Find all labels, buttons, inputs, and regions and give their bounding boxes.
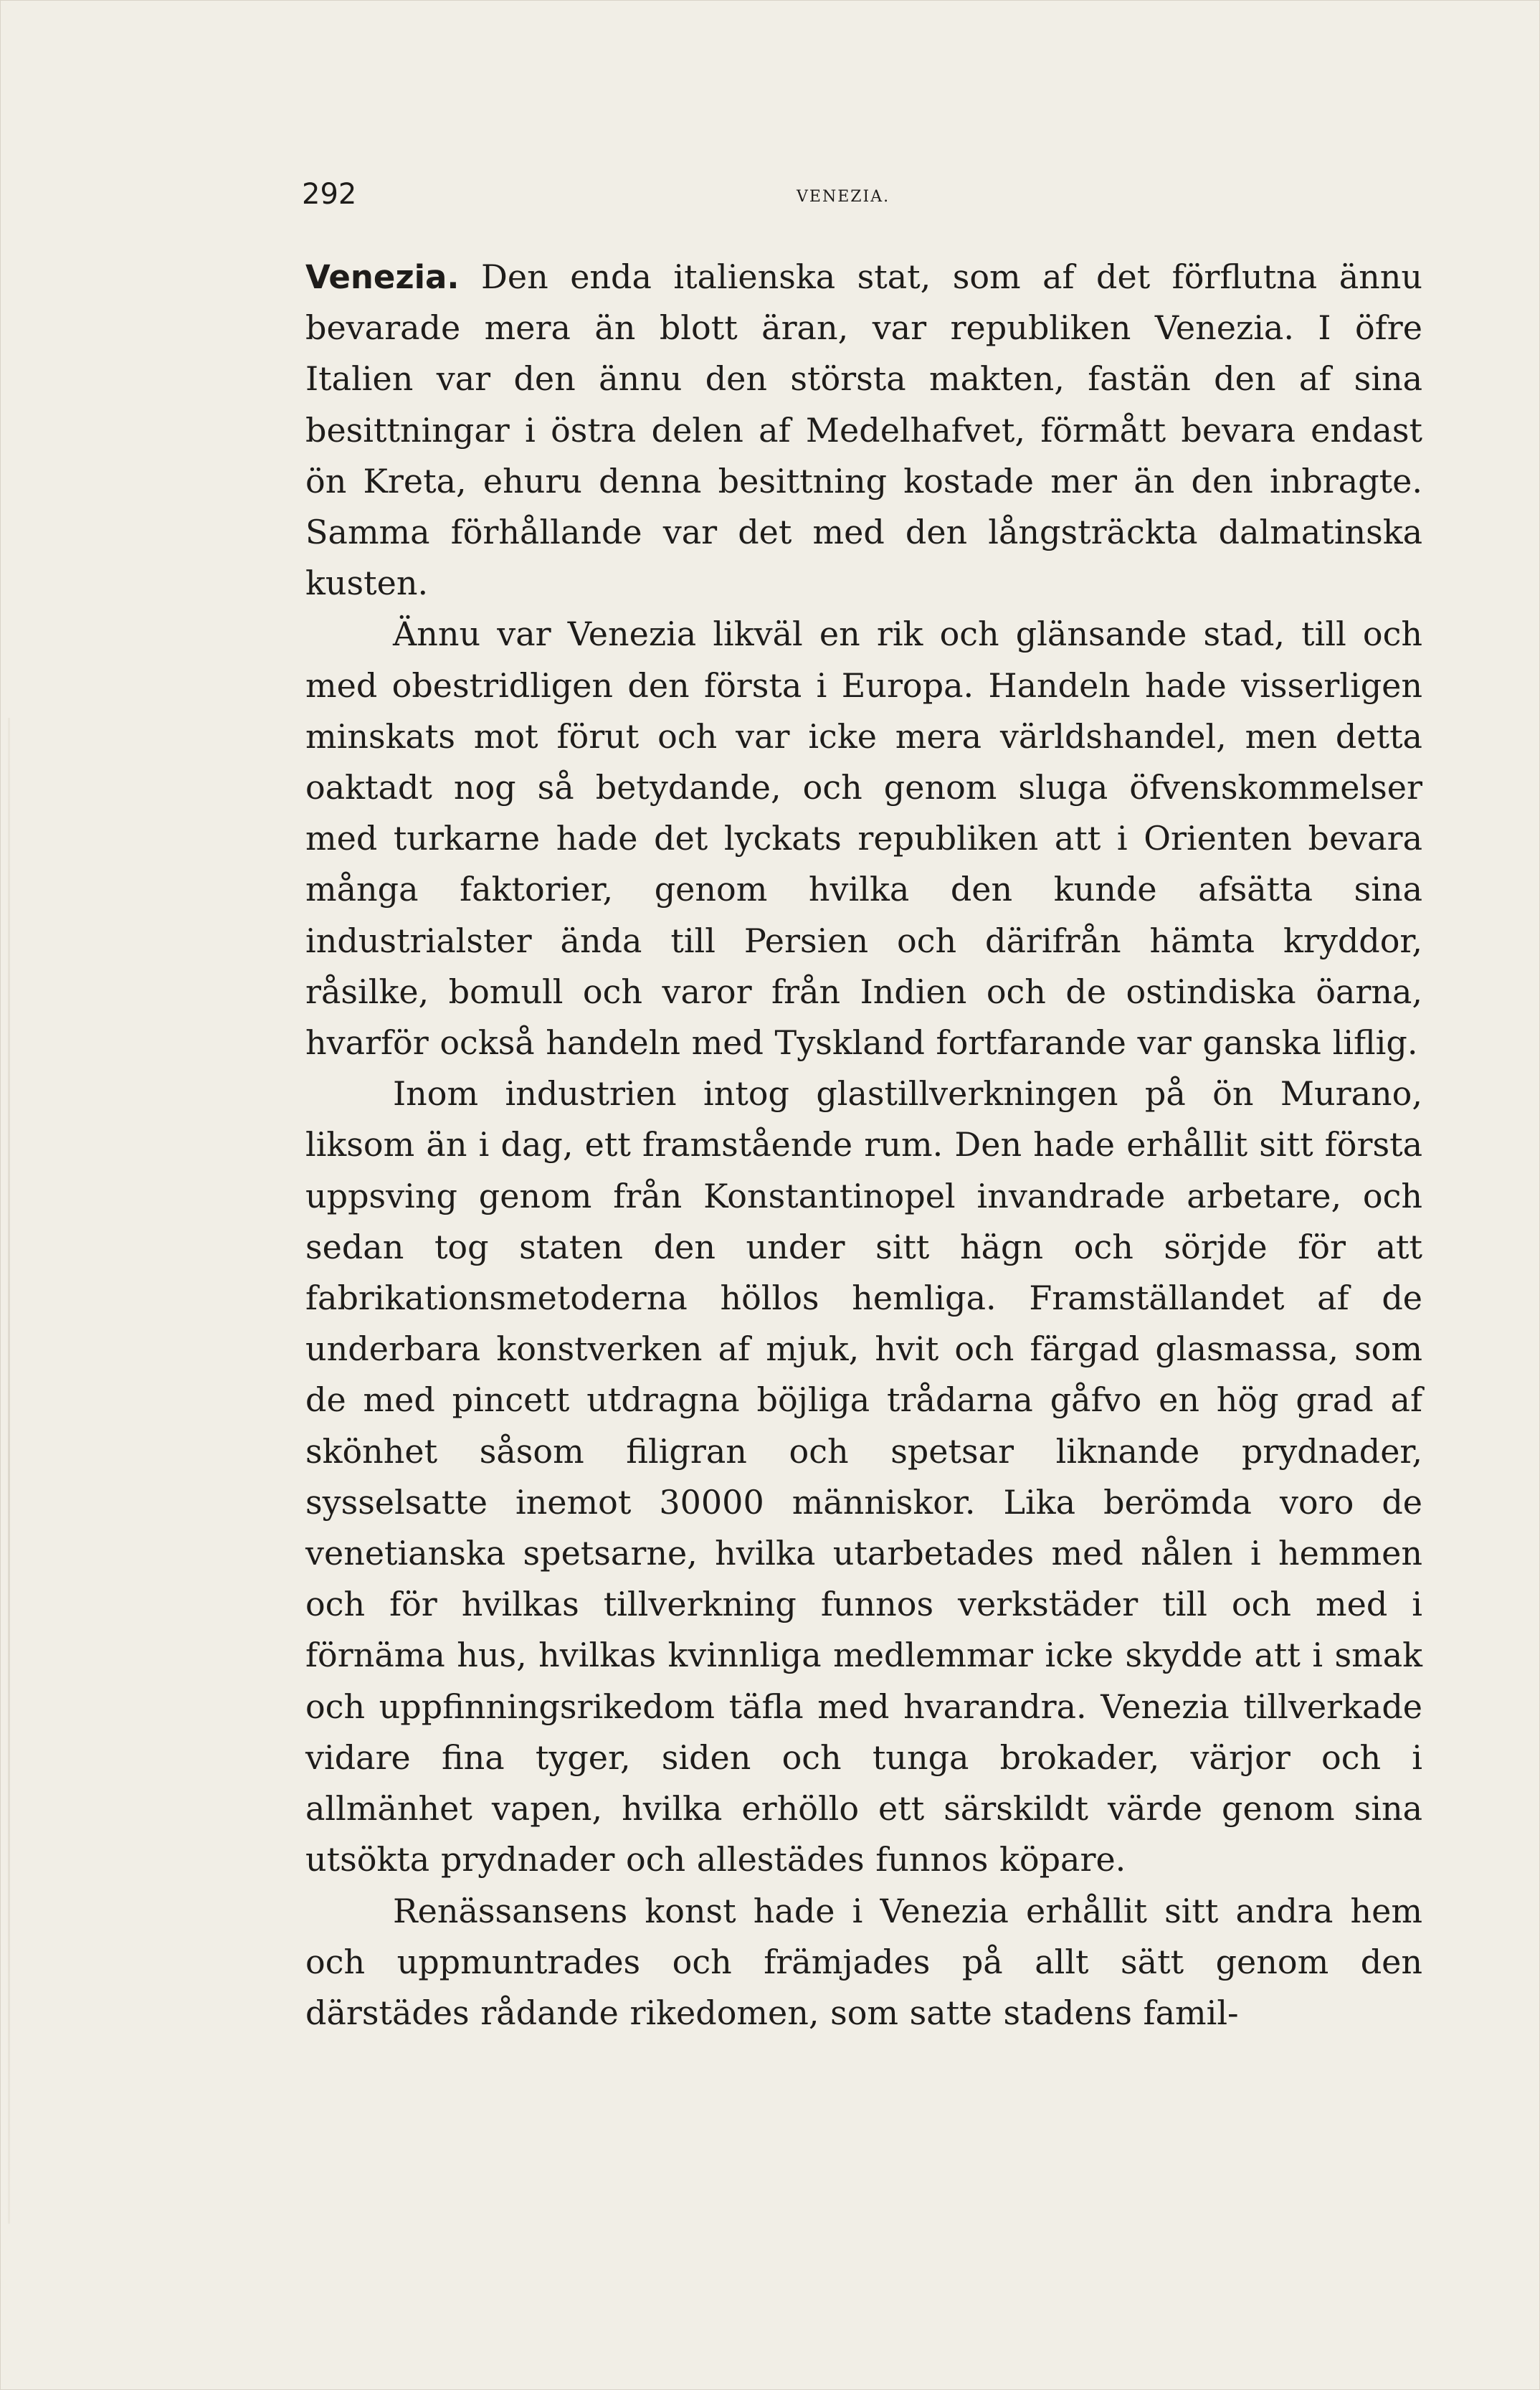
running-head: VENEZIA.: [797, 188, 890, 206]
section-lead-word: Venezia.: [305, 258, 460, 296]
page-edge-shadow: [8, 718, 10, 2224]
page-header: [302, 173, 1419, 223]
page-number: 292: [302, 178, 357, 211]
paragraph-1: [305, 252, 1422, 609]
paragraph-4: Renässansens konst hade i Venezia erhållit sitt andra hem och uppmuntrades och främjades på allt sätt genom den därstädes rådande rikedomen, som satte stadens famil-: [305, 1891, 1422, 2032]
paragraph-1-text: Den enda italienska stat, som af det förflutna ännu bevarade mera än blott äran, var republiken Venezia. I öfre Italien var den ännu den största makten, fastän den af sina besittningar i östra delen af Medelhafvet, förmått bevara endast ön Kreta, ehuru denna besittning kostade mer än den inbragte. Samma förhållande var det med den långsträckta dalmatinska kusten.: [305, 257, 1422, 603]
paragraph-2: Ännu var Venezia likväl en rik och glänsande stad, till och med obestridligen den första i Europa. Handeln hade visserligen minskats mot förut och var icke mera världshandel, men detta oaktadt nog så betydande, och genom sluga öfvenskommelser med turkarne hade det lyckats republiken att i Orienten bevara många faktorier, genom hvilka den kunde afsätta sina industrialster ända till Persien och därifrån hämta kryddor, råsilke, bomull och varor från Indien och de ostindiska öarna, hvarför också handeln med Tyskland fortfarande var ganska liflig.: [305, 615, 1422, 1063]
paragraph-3: Inom industrien intog glastillverkningen på ön Murano, liksom än i dag, ett framstående rum. Den hade erhållit sitt första uppsving genom från Konstantinopel invandrade arbetare, och sedan tog staten den under sitt hägn och sörjde för att fabrikationsmetoderna höllos hemliga. Framställandet af de underbara konstverken af mjuk, hvit och färgad glasmassa, som de med pincett utdragna böjliga trådarna gåfvo en hög grad af skönhet såsom filigran och spetsar liknande prydnader, sysselsatte inemot 30000 människor. Lika berömda voro de venetianska spetsarne, hvilka utarbetades med nålen i hemmen och för hvilkas tillverkning funnos verkstäder till och med i förnäma hus, hvilkas kvinnliga medlemmar icke skydde att i smak och uppfinningsrikedom täfla med hvarandra. Venezia tillverkade vidare fina tyger, siden och tunga brokader, värjor och i allmänhet vapen, hvilka erhöllo ett särskildt värde genom sina utsökta prydnader och allestädes funnos köpare.: [305, 1074, 1422, 1879]
body-text: [305, 252, 1422, 2039]
